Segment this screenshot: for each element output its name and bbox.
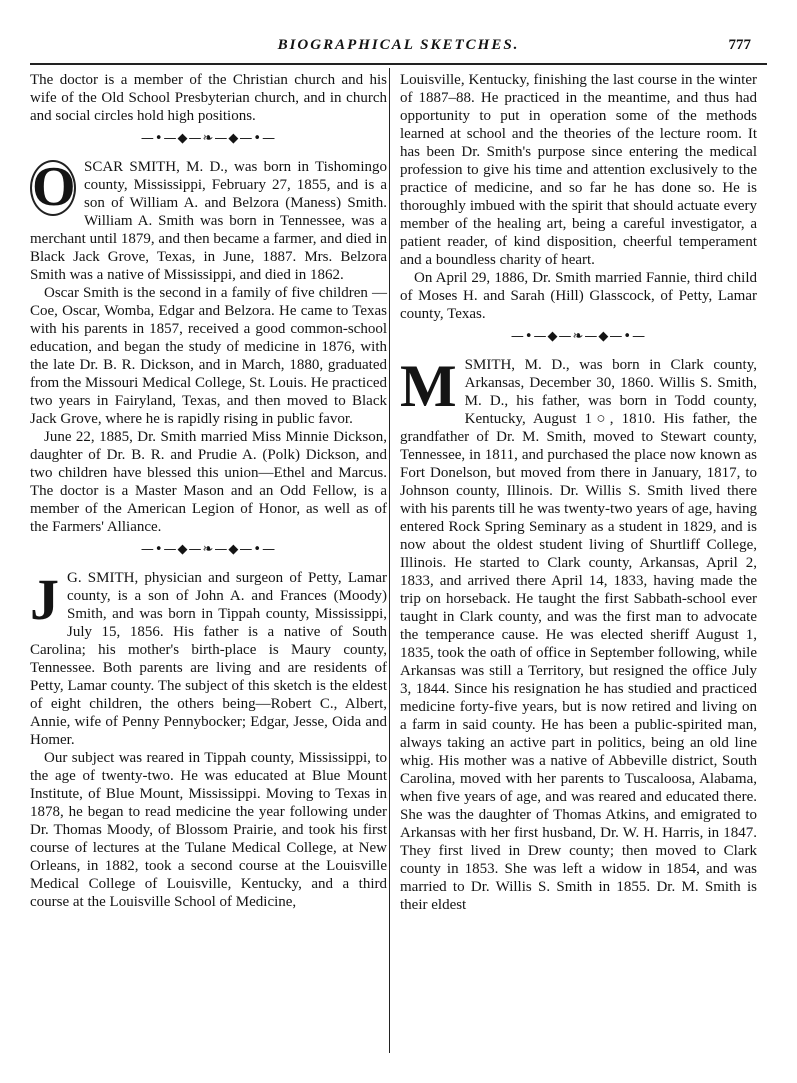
oscar-smith-paragraph-2: Oscar Smith is the second in a family of five children — Coe, Oscar, Womba, Edgar and Belzora. He came to Texas with his parents in 1857, received a good common-school education, and began the study of medicine in 1876, with the late Dr. B. R. Dickson, and in March, 1880, graduated from the Missouri Medical College, St. Louis. He practiced two years in Fairyland, Texas, and then moved to Black Jack Grove, where he is rapidly rising in public favor.: [30, 285, 388, 427]
oscar-smith-name: SCAR SMITH, M. D.,: [84, 159, 228, 175]
dropcap-o: O: [32, 156, 76, 218]
ornament-divider: —•—◆—❧—◆—•—: [140, 542, 277, 557]
page-number: 777: [728, 37, 751, 53]
page-header: [30, 37, 767, 61]
right-column: [400, 71, 757, 914]
column-divider: [389, 68, 390, 1053]
header-rule: [30, 63, 767, 65]
jg-smith-paragraph-1: [30, 569, 387, 749]
m-smith-paragraph-1: [400, 353, 757, 914]
jg-smith-continued: Louisville, Kentucky, finishing the last course in the winter of 1887–88. He practiced in the meantime, and thus had opportunity to put in operation some of the methods learned at school and the theories of the lecture room. It has been Dr. Smith's purpose since entering the medical profession to give his time and attention exclusively to the practice of medicine, and so far he has done so. He is thoroughly imbued with the spirit that should actuate every member of the healing art, being a careful investigator, a patient reader, of kind disposition, cheerful temperament and a boundless charity of heart.: [400, 72, 757, 268]
intro-paragraph: The doctor is a member of the Christian church and his wife of the Old School Presbyterian church, and in church and social circles hold high positions.: [30, 72, 387, 124]
ornament-divider: —•—◆—❧—◆—•—: [510, 329, 647, 344]
m-smith-text: was born in Clark county, Arkansas, December 30, 1860. Willis S. Smith, M. D., his father, was born in Todd county, Kentucky, August 1○, 1810. His father, the grandfather of Dr. M. Smith, moved to Stewart county, Tennessee, in 1811, and purchased the place now known as Fort Donelson, but moved from there in January, 1817, to Johnson county, Illinois. Dr. Willis S. Smith lived there with his parents till he was twenty-two years of age, having entered Rock Spring Seminary as a student in 1829, and is now about the oldest student living of Shurtliff College, Illinois. He started to Clark county, Arkansas, April 2, 1833, and arrived there April 14, 1833, having made the trip on horseback. He taught the first Sabbath-school ever taught in Clark county, and was the first man to advocate the temperance cause. He was elected sheriff August 1, 1835, took the oath of office in September following, while Arkansas was still a Territory, but resigned the office July 3, 1844. Since his resignation he has studied and practiced medicine forty-five years, but is now retired and living on a farm in said county. He has been a public-spirited man, always taking an active part in politics, being an old line whig. His mother was a native of Abbeville district, South Carolina, moved with her parents to Tuscaloosa, Alabama, when five years of age, and was reared and educated there. She was the daughter of Thomas Atkins, and emigrated to Arkansas with her first husband, Dr. W. H. Harris, in 1847. They first lived in Drew county; then moved to Clark county in 1853. She was left a widow in 1854, and was married to Dr. Willis S. Smith in 1855. Dr. M. Smith is their eldest: [400, 357, 757, 913]
oscar-smith-text: was born in Tishomingo county, Mississippi, February 27, 1855, and is a son of William A. and Belzora (Maness) Smith. William A. Smith was born in Tennessee, was a merchant until 1879, and then became a farmer, and died in Black Jack Grove, Texas, in June, 1887. Mrs. Belzora Smith was a native of Mississippi, and died in 1862.: [30, 159, 387, 283]
ornament-divider: —•—◆—❧—◆—•—: [140, 131, 277, 146]
running-title: BIOGRAPHICAL SKETCHES.: [277, 37, 520, 53]
left-column: [30, 71, 387, 911]
dropcap-m: M: [400, 353, 457, 419]
oscar-smith-paragraph-3: June 22, 1885, Dr. Smith married Miss Minnie Dickson, daughter of Dr. B. R. and Prudie A. (Polk) Dickson, and two children have blessed this union—Ethel and Marcus. The doctor is a Master Mason and an Odd Fellow, is a member of the American Legion of Honor, as well as of the Farmers' Alliance.: [30, 429, 387, 535]
dropcap-j: J: [30, 567, 59, 632]
jg-smith-name: G. SMITH,: [67, 570, 139, 586]
jg-smith-marriage: On April 29, 1886, Dr. Smith married Fannie, third child of Moses H. and Sarah (Hill) Glasscock, of Petty, Lamar county, Texas.: [400, 270, 757, 322]
m-smith-name: SMITH, M. D.,: [464, 357, 570, 373]
oscar-smith-paragraph-1: [30, 158, 387, 284]
jg-smith-text: physician and surgeon of Petty, Lamar county, is a son of John A. and Frances (Moody) Smith, and was born in Tippah county, Mississippi, July 15, 1856. His father is a native of South Carolina; his mother's birth-place is Maury county, Tennessee. Both parents are living and are residents of Petty, Lamar county. The subject of this sketch is the eldest of eight children, the others being—Robert C., Albert, Annie, wife of Penny Pennybocker; Edgar, Jesse, Oida and Homer.: [30, 570, 387, 748]
jg-smith-paragraph-2: Our subject was reared in Tippah county, Mississippi, to the age of twenty-two. He was educated at Blue Mount Institute, of Blue Mount, Mississippi. Moving to Texas in 1878, he began to read medicine the year following under Dr. Thomas Moody, of Blossom Prairie, and took his first course of lectures at the Tulane Medical College, at New Orleans, in 1882, took a second course at the Louisville Medical College of Louisville, Kentucky, and a third course at the Louisville School of Medicine,: [30, 750, 387, 910]
